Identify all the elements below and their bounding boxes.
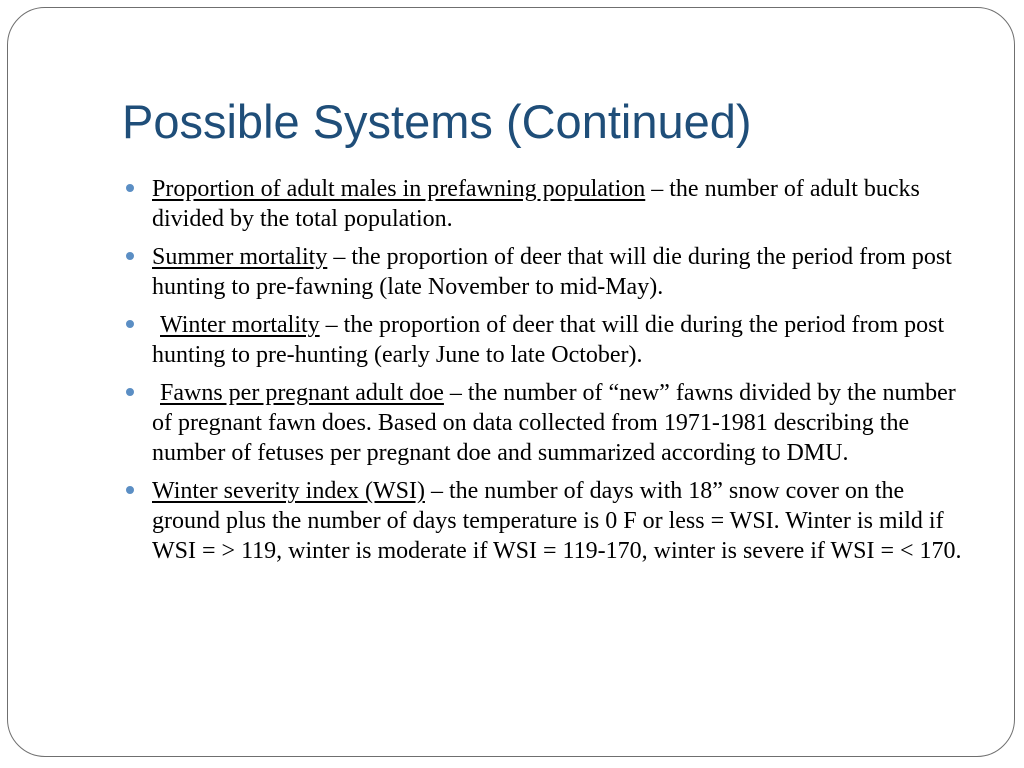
- bullet-item: [126, 242, 976, 302]
- bullet-item: [126, 476, 976, 566]
- slide-frame: [7, 7, 1015, 757]
- slide-title: Possible Systems (Continued): [122, 95, 752, 148]
- bullet-dot-icon: [126, 486, 134, 494]
- bullet-description: – the proportion of deer that will die during the period from post hunting to pre-fawning (late November to mid-May).: [152, 244, 952, 300]
- bullet-dot-icon: [126, 184, 134, 192]
- bullet-dot-icon: [126, 320, 134, 328]
- bullet-term: Summer mortality: [152, 244, 328, 270]
- bullet-term: Fawns per pregnant adult doe: [160, 380, 444, 406]
- bullet-item: [126, 174, 976, 234]
- bullet-dot-icon: [126, 388, 134, 396]
- bullet-dot-icon: [126, 252, 134, 260]
- bullet-term: Winter severity index (WSI): [152, 478, 425, 504]
- bullet-description: – the number of adult bucks divided by the total population.: [152, 176, 920, 232]
- bullet-item: [126, 310, 976, 370]
- bullet-description: – the proportion of deer that will die during the period from post hunting to pre-hunting (early June to late October).: [152, 312, 945, 368]
- bullet-term: Winter mortality: [160, 312, 320, 338]
- bullet-description: – the number of days with 18” snow cover on the ground plus the number of days temperature is 0 F or less = WSI. Winter is mild if WSI = > 119, winter is moderate if WSI = 119-170, winter is severe if WSI = < 170.: [152, 478, 962, 564]
- bullet-description: – the number of “new” fawns divided by the number of pregnant fawn does. Based on data collected from 1971-1981 describing the number of fetuses per pregnant doe and summarized according to DMU.: [152, 380, 956, 466]
- bullet-list: [126, 174, 976, 574]
- bullet-item: [126, 378, 976, 468]
- bullet-term: Proportion of adult males in prefawning population: [152, 176, 646, 202]
